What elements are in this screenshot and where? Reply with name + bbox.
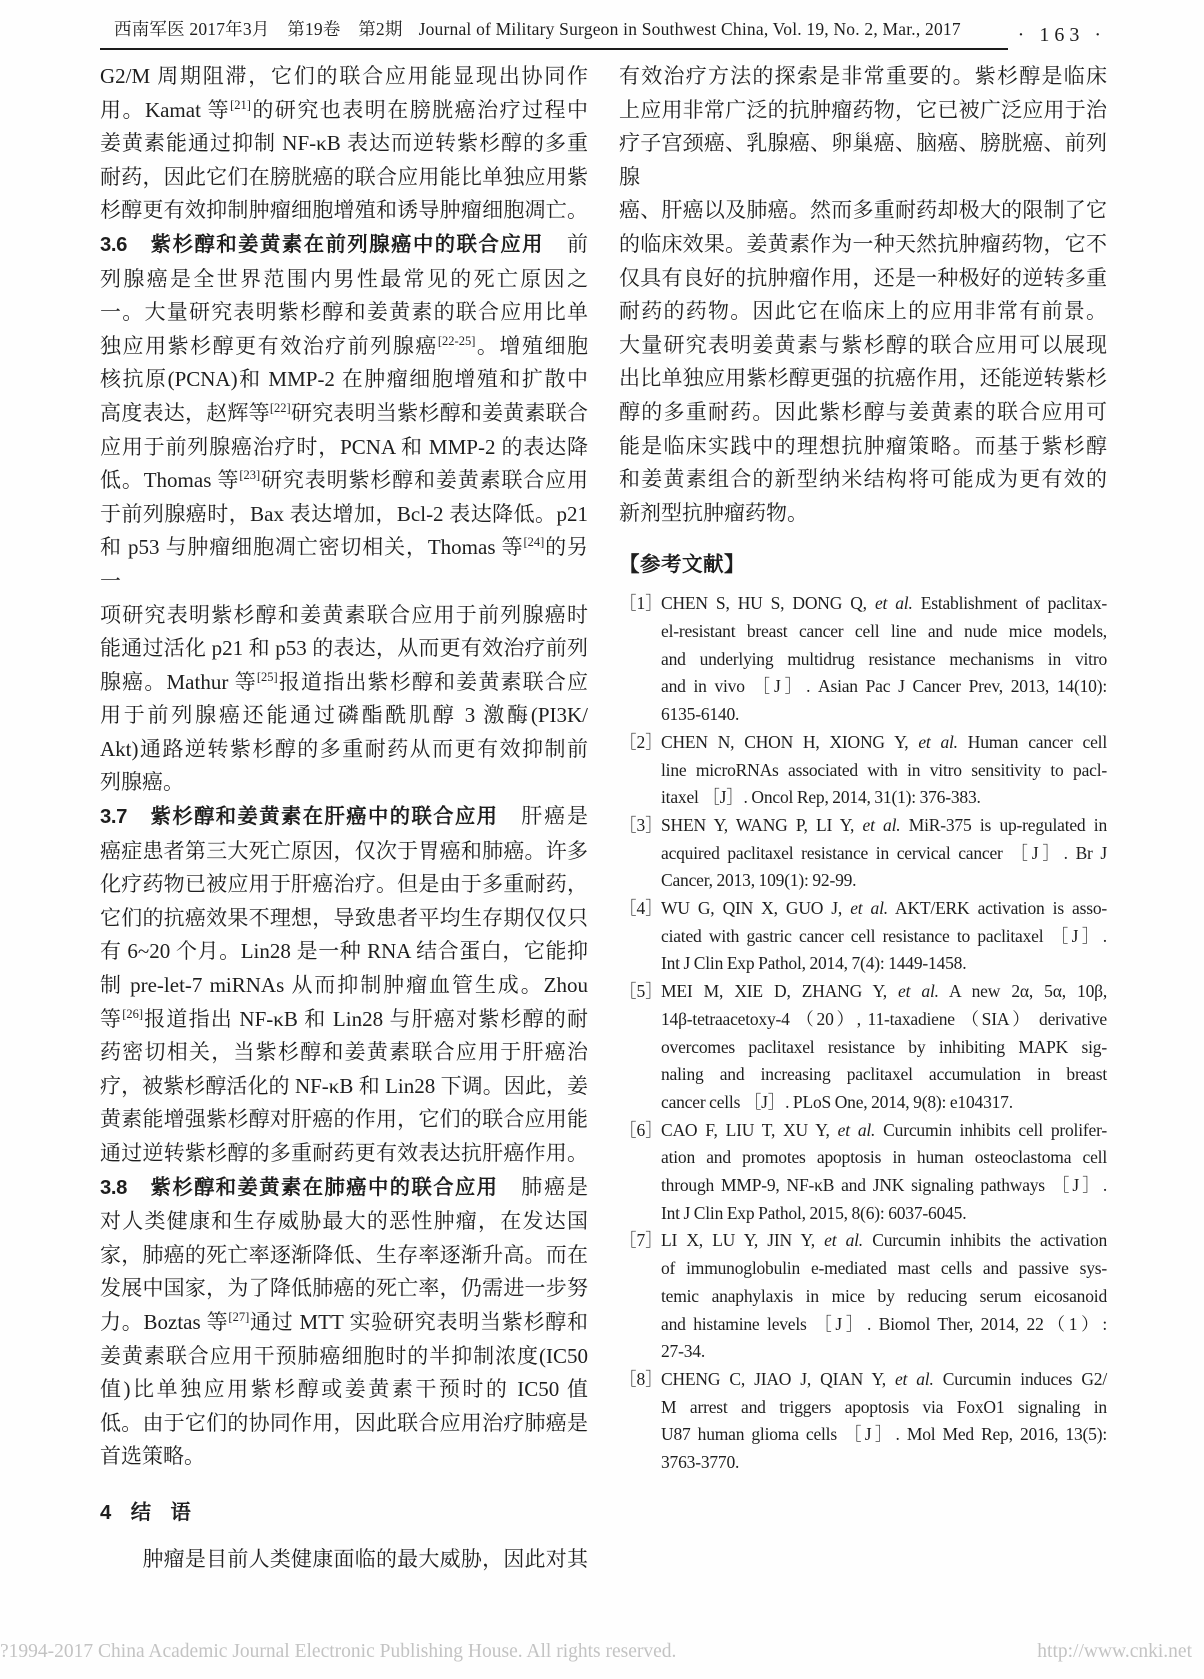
header-rule bbox=[100, 48, 1008, 50]
text-line: 癌症患者第三大死亡原因，仅次于胃癌和肺癌。许多 bbox=[100, 838, 588, 863]
citation-superscript: [25] bbox=[256, 669, 278, 684]
text-line: 14β-tetraacetoxy-4 （20）, 11-taxadiene （SIA） derivative bbox=[661, 1008, 1107, 1029]
left-column bbox=[100, 60, 588, 1576]
reference-item bbox=[619, 812, 1107, 895]
journal-title-en: Journal of Military Surgeon in Southwest China, Vol. 19, No. 2, Mar., 2017 bbox=[418, 19, 961, 39]
text-line: 新剂型抗肿瘤药物。 bbox=[619, 500, 808, 525]
citation-superscript: [27] bbox=[228, 1309, 250, 1324]
reference-item bbox=[619, 729, 1107, 812]
reference-number: ［6］ bbox=[619, 1119, 663, 1140]
text-line: 值)比单独应用紫杉醇或姜黄素干预时的 IC50 值 bbox=[100, 1377, 588, 1402]
text-line: 耐药的药物。因此它在临床上的应用非常有前景。 bbox=[619, 299, 1107, 324]
text-line: 核抗原(PCNA)和 MMP-2 在肿瘤细胞增殖和扩散中 bbox=[100, 367, 588, 392]
text-line: 制 pre-let-7 miRNAs 从而抑制肿瘤血管生成。Zhou bbox=[100, 973, 588, 998]
text-line: 列腺癌。 bbox=[100, 770, 184, 795]
text-line: 列腺癌是全世界范围内男性最常见的死亡原因之 bbox=[100, 266, 588, 291]
section-heading-text: 3.8 紫杉醇和姜黄素在肺癌中的联合应用 bbox=[100, 1176, 499, 1199]
reference-text bbox=[661, 590, 1107, 729]
text-line: 通过逆转紫杉醇的多重耐药更有效表达抗肝癌作用。 bbox=[100, 1141, 588, 1165]
text-line: 醇的多重耐药。因此紫杉醇与姜黄素的联合应用可 bbox=[619, 399, 1107, 424]
text-line: Int J Clin Exp Pathol, 2015, 8(6): 6037-6045. bbox=[661, 1202, 967, 1223]
italic-text: et al. bbox=[918, 731, 958, 752]
text-line: M arrest and triggers apoptosis via FoxO1 signaling in bbox=[661, 1396, 1107, 1417]
text-line: 低。由于它们的协同作用，因此联合应用治疗肺癌是 bbox=[100, 1410, 588, 1435]
text-line: line microRNAs associated with in vitro sensitivity to pacl- bbox=[661, 759, 1107, 780]
reference-item bbox=[619, 1117, 1107, 1228]
text-line: 3.8 紫杉醇和姜黄素在肺癌中的联合应用 肺癌是 bbox=[100, 1174, 588, 1199]
references-list bbox=[619, 590, 1107, 1477]
text-line: ation and promotes apoptosis in human osteoclastoma cell bbox=[661, 1147, 1107, 1168]
text-line: cancer cells ［J］. PLoS One, 2014, 9(8): e104317. bbox=[661, 1091, 1013, 1112]
reference-item bbox=[619, 590, 1107, 729]
text-line: of immunoglobulin e-mediated mast cells and passive sys- bbox=[661, 1258, 1107, 1279]
journal-header-line bbox=[100, 16, 1108, 41]
text-line: and in vivo ［J］. Asian Pac J Cancer Prev, 2013, 14(10): bbox=[661, 676, 1107, 697]
italic-text: et al. bbox=[824, 1230, 863, 1251]
text-line: G2/M 周期阻滞，它们的联合应用能显现出协同作 bbox=[100, 64, 588, 88]
text-line: through MMP-9, NF-κB and JNK signaling pathways ［J］. bbox=[661, 1175, 1107, 1196]
text-line: 疗子宫颈癌、乳腺癌、卵巢癌、脑癌、膀胱癌、前列腺 bbox=[619, 131, 1107, 189]
text-line: 姜黄素联合应用干预肺癌细胞时的半抑制浓度(IC50 bbox=[100, 1343, 588, 1368]
text-line: el-resistant breast cancer cell line and nude mice models, bbox=[661, 621, 1107, 642]
text-line: 姜黄素能通过抑制 NF-κB 表达而逆转紫杉醇的多重 bbox=[100, 131, 588, 156]
text-line: 对人类健康和生存威胁最大的恶性肿瘤，在发达国 bbox=[100, 1209, 588, 1234]
citation-superscript: [26] bbox=[122, 1006, 144, 1021]
reference-number: ［7］ bbox=[619, 1230, 663, 1251]
citation-superscript: [24] bbox=[523, 535, 545, 550]
text-line: itaxel ［J］. Oncol Rep, 2014, 31(1): 376-383. bbox=[661, 787, 981, 808]
text-line: 低。Thomas 等[23]研究表明紫杉醇和姜黄素联合应用 bbox=[100, 468, 589, 493]
text-line: 应用于前列腺癌治疗时，PCNA 和 MMP-2 的表达降 bbox=[100, 434, 588, 459]
section-heading-text: 3.7 紫杉醇和姜黄素在肝癌中的联合应用 bbox=[100, 806, 499, 829]
text-line: 3.6 紫杉醇和姜黄素在前列腺癌中的联合应用 前 bbox=[100, 231, 588, 256]
references-heading: 【参考文献】 bbox=[619, 553, 745, 577]
reference-item bbox=[619, 895, 1107, 978]
text-line: 腺癌。Mathur 等[25]报道指出紫杉醇和姜黄素联合应 bbox=[100, 669, 588, 694]
reference-item bbox=[619, 1366, 1107, 1477]
text-line: 力。Boztas 等[27]通过 MTT 实验研究表明当紫杉醇和 bbox=[100, 1309, 588, 1334]
text-line: 出比单独应用紫杉醇更强的抗癌作用，还能逆转紫杉 bbox=[619, 366, 1107, 391]
italic-text: et al. bbox=[862, 814, 901, 835]
text-line: SHEN Y, WANG P, LI Y, et al. MiR-375 is up-regulated in bbox=[661, 814, 1107, 835]
text-line: Int J Clin Exp Pathol, 2014, 7(4): 1449-1458. bbox=[661, 953, 967, 974]
reference-item bbox=[619, 1227, 1107, 1366]
reference-text bbox=[661, 1366, 1107, 1477]
text-line: 上应用非常广泛的抗肿瘤药物，它已被广泛应用于治 bbox=[619, 97, 1107, 122]
text-line bbox=[100, 1496, 588, 1531]
reference-text bbox=[661, 1227, 1107, 1366]
text-line: 肿瘤是目前人类健康面临的最大威胁，因此对其 bbox=[100, 1546, 588, 1571]
text-line: 和 p53 与肿瘤细胞凋亡密切相关，Thomas 等[24]的另一 bbox=[100, 535, 589, 593]
page-header bbox=[100, 16, 1108, 50]
text-line: 高度表达，赵辉等[22]研究表明当紫杉醇和姜黄素联合 bbox=[100, 400, 589, 425]
text-line: naling and increasing paclitaxel accumulation in breast bbox=[661, 1064, 1107, 1085]
text-line: 用于前列腺癌还能通过磷酯酰肌醇 3 激酶(PI3K/ bbox=[100, 703, 588, 728]
text-line: CHEN S, HU S, DONG Q, et al. Establishment of paclitax- bbox=[661, 593, 1108, 614]
text-line: 和姜黄素组合的新型纳米结构将可能成为更有效的 bbox=[619, 467, 1107, 492]
text-line: 耐药，因此它们在膀胱癌的联合应用能比单独应用紫 bbox=[100, 164, 588, 189]
text-line: temic anaphylaxis in mice by reducing serum eicosanoid bbox=[661, 1285, 1107, 1306]
italic-text: et al. bbox=[874, 593, 913, 614]
citation-superscript: [22-25] bbox=[437, 333, 476, 348]
text-line: CHENG C, JIAO J, QIAN Y, et al. Curcumin induces G2/ bbox=[661, 1369, 1107, 1389]
text-line: 独应用紫杉醇更有效治疗前列腺癌[22-25]。增殖细胞 bbox=[100, 333, 588, 358]
section-heading-text: 3.6 紫杉醇和姜黄素在前列腺癌中的联合应用 bbox=[100, 233, 545, 256]
journal-title-cn: 西南军医 2017年3月 第19卷 第2期 bbox=[114, 19, 403, 39]
italic-text: et al. bbox=[898, 981, 939, 1002]
text-line: 的临床效果。姜黄素作为一种天然抗肿瘤药物，它不 bbox=[619, 231, 1107, 256]
text-line: 27-34. bbox=[661, 1341, 706, 1362]
right-column bbox=[619, 60, 1107, 1576]
text-line: 有 6~20 个月。Lin28 是一种 RNA 结合蛋白，它能抑 bbox=[100, 939, 588, 964]
text-line: and underlying multidrug resistance mechanisms in vitro bbox=[661, 648, 1107, 669]
text-line: U87 human glioma cells ［J］. Mol Med Rep, 2016, 13(5): bbox=[661, 1424, 1107, 1445]
reference-number: ［5］ bbox=[619, 981, 663, 1002]
text-line: 等[26]报道指出 NF-κB 和 Lin28 与肝癌对紫杉醇的耐 bbox=[100, 1006, 589, 1031]
text-line: 大量研究表明姜黄素与紫杉醇的联合应用可以展现 bbox=[619, 332, 1107, 357]
text-line: 药密切相关，当紫杉醇和姜黄素联合应用于肝癌治 bbox=[100, 1040, 588, 1065]
reference-number: ［8］ bbox=[619, 1369, 663, 1389]
text-line: Cancer, 2013, 109(1): 92-99. bbox=[661, 870, 857, 891]
italic-text: et al. bbox=[894, 1369, 934, 1389]
italic-text: et al. bbox=[837, 1119, 876, 1140]
text-line: 项研究表明紫杉醇和姜黄素联合应用于前列腺癌时 bbox=[100, 602, 588, 627]
text-line: 3.7 紫杉醇和姜黄素在肝癌中的联合应用 肝癌是 bbox=[100, 804, 588, 829]
text-line: 于前列腺癌时，Bax 表达增加，Bcl-2 表达降低。p21 bbox=[100, 501, 588, 526]
text-line: WU G, QIN X, GUO J, et al. AKT/ERK activation is asso- bbox=[661, 898, 1107, 919]
right-column-intro bbox=[619, 60, 1107, 530]
reference-text bbox=[661, 978, 1107, 1117]
reference-text bbox=[661, 729, 1107, 812]
text-line: 疗，被紫杉醇活化的 NF-κB 和 Lin28 下调。因此，姜 bbox=[100, 1073, 588, 1098]
reference-text bbox=[661, 812, 1107, 895]
text-line: CHEN N, CHON H, XIONG Y, et al. Human cancer cell bbox=[661, 731, 1107, 752]
reference-text bbox=[661, 895, 1107, 978]
text-line: 杉醇更有效抑制肿瘤细胞增殖和诱导肿瘤细胞凋亡。 bbox=[100, 198, 588, 223]
text-line: 3763-3770. bbox=[661, 1452, 740, 1473]
reference-text bbox=[661, 1117, 1107, 1228]
text-line: and histamine levels ［J］. Biomol Ther, 2014, 22（1）: bbox=[661, 1313, 1107, 1334]
text-line: ciated with gastric cancer cell resistance to paclitaxel ［J］. bbox=[661, 925, 1107, 946]
text-line: 有效治疗方法的探索是非常重要的。紫杉醇是临床 bbox=[619, 64, 1107, 88]
citation-superscript: [23] bbox=[239, 468, 261, 483]
article-body bbox=[100, 60, 1107, 1576]
text-line: acquired paclitaxel resistance in cervical cancer ［J］. Br J bbox=[661, 842, 1107, 863]
reference-number: ［4］ bbox=[619, 898, 663, 919]
text-line: 6135-6140. bbox=[661, 704, 740, 725]
text-line: 化疗药物已被应用于肝癌治疗。但是由于多重耐药， bbox=[100, 872, 588, 897]
text-line: overcomes paclitaxel resistance by inhibiting MAPK sig- bbox=[661, 1036, 1107, 1057]
reference-number: ［3］ bbox=[619, 814, 663, 835]
text-line: 用。Kamat 等[21]的研究也表明在膀胱癌治疗过程中 bbox=[100, 97, 588, 122]
text-line: CAO F, LIU T, XU Y, et al. Curcumin inhibits cell prolifer- bbox=[661, 1119, 1107, 1140]
section-heading-text: 4 结 语 bbox=[100, 1501, 191, 1524]
text-line: 一。大量研究表明紫杉醇和姜黄素的联合应用比单 bbox=[100, 300, 588, 325]
page-footer bbox=[0, 1641, 1192, 1663]
text-line: 黄素能增强紫杉醇对肝癌的作用，它们的联合应用能 bbox=[100, 1107, 588, 1132]
copyright-text: ?1994-2017 China Academic Journal Electronic Publishing House. All rights reserved. bbox=[0, 1641, 677, 1662]
citation-superscript: [21] bbox=[230, 97, 251, 112]
text-line: 首选策略。 bbox=[100, 1444, 205, 1469]
text-line: LI X, LU Y, JIN Y, et al. Curcumin inhibits the activation bbox=[661, 1230, 1108, 1251]
reference-number: ［2］ bbox=[619, 731, 663, 752]
reference-item bbox=[619, 978, 1107, 1117]
text-line: 发展中国家，为了降低肺癌的死亡率，仍需进一步努 bbox=[100, 1276, 588, 1301]
reference-number: ［1］ bbox=[619, 593, 663, 614]
text-line: 能通过活化 p21 和 p53 的表达，从而更有效治疗前列 bbox=[100, 636, 588, 661]
text-line: Akt)通路逆转紫杉醇的多重耐药从而更有效抑制前 bbox=[100, 736, 588, 761]
page-number: · 163 · bbox=[1017, 24, 1106, 46]
text-line: MEI M, XIE D, ZHANG Y, et al. A new 2α, 5α, 10β, bbox=[661, 981, 1108, 1002]
text-line: 能是临床实践中的理想抗肿瘤策略。而基于紫杉醇 bbox=[619, 433, 1107, 458]
text-line: 家，肺癌的死亡率逐渐降低、生存率逐渐升高。而在 bbox=[100, 1242, 588, 1267]
italic-text: et al. bbox=[850, 898, 888, 919]
citation-superscript: [22] bbox=[269, 400, 291, 415]
text-line: 它们的抗癌效果不理想，导致患者平均生存期仅仅只 bbox=[100, 905, 588, 930]
footer-url: http://www.cnki.net bbox=[1037, 1641, 1192, 1662]
text-line: 癌、肝癌以及肺癌。然而多重耐药却极大的限制了它 bbox=[619, 198, 1107, 223]
text-line: 仅具有良好的抗肿瘤作用，还是一种极好的逆转多重 bbox=[619, 265, 1107, 290]
